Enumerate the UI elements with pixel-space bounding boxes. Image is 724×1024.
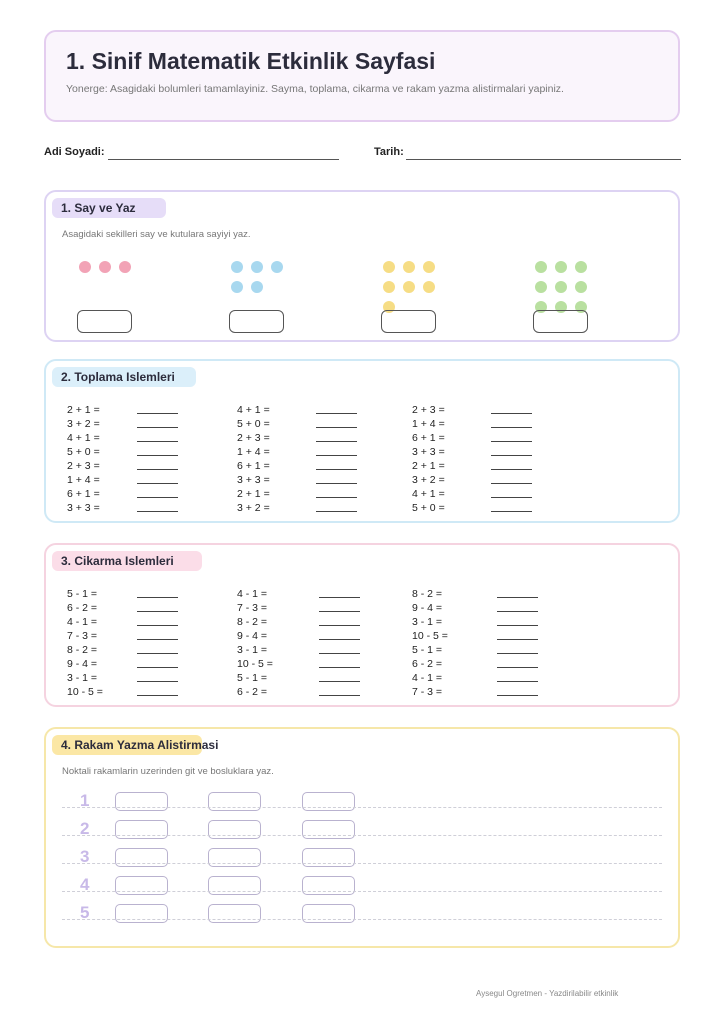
- tracing-digit: 3: [80, 847, 90, 866]
- equation-text: 9 - 4 =: [412, 602, 443, 614]
- count-dot: [383, 281, 395, 293]
- equation-row: [237, 657, 360, 671]
- count-dot: [251, 261, 263, 273]
- count-dot: [575, 281, 587, 293]
- equation-text: 8 - 2 =: [412, 588, 443, 600]
- equation-row: [237, 685, 360, 699]
- equation-row: [67, 643, 178, 657]
- answer-blank[interactable]: [497, 615, 538, 626]
- answer-blank[interactable]: [491, 403, 532, 414]
- equation-text: 6 + 1 =: [412, 432, 445, 444]
- answer-blank[interactable]: [137, 643, 178, 654]
- answer-blank[interactable]: [319, 671, 360, 682]
- tracing-digit: 1: [80, 791, 90, 810]
- equation-text: 6 - 2 =: [67, 602, 98, 614]
- subtraction-section: [44, 543, 680, 707]
- count-answer-box-1[interactable]: [77, 310, 132, 333]
- addition-section: [44, 359, 680, 523]
- count-dot: [383, 261, 395, 273]
- header-box: [44, 30, 680, 122]
- count-dot: [119, 261, 131, 273]
- equation-row: [412, 629, 538, 643]
- addition-column-3: [412, 403, 532, 515]
- answer-blank[interactable]: [497, 657, 538, 668]
- answer-blank[interactable]: [319, 685, 360, 696]
- answer-blank[interactable]: [319, 643, 360, 654]
- equation-text: 5 + 0 =: [237, 418, 270, 430]
- writing-guide-line: [62, 891, 662, 892]
- equation-row: [67, 657, 178, 671]
- addition-column-2: [237, 403, 357, 515]
- equation-row: [67, 473, 178, 487]
- equation-text: 7 - 3 =: [237, 602, 268, 614]
- answer-blank[interactable]: [137, 445, 178, 456]
- count-answer-box-2[interactable]: [229, 310, 284, 333]
- answer-blank[interactable]: [319, 587, 360, 598]
- writing-box[interactable]: [115, 820, 168, 839]
- answer-blank[interactable]: [137, 587, 178, 598]
- count-dot: [271, 261, 283, 273]
- equation-text: 9 - 4 =: [67, 658, 98, 670]
- equation-text: 5 + 0 =: [67, 446, 100, 458]
- answer-blank[interactable]: [137, 685, 178, 696]
- equation-row: [67, 587, 178, 601]
- subtraction-column-1: [67, 587, 178, 699]
- equation-text: 5 + 0 =: [412, 502, 445, 514]
- writing-section: [44, 727, 680, 948]
- equation-row: [237, 445, 357, 459]
- answer-blank[interactable]: [137, 431, 178, 442]
- count-dot: [251, 281, 263, 293]
- count-dot: [555, 281, 567, 293]
- footer: Aysegul Ogretmen - Yazdirilabilir etkinlik: [476, 989, 619, 998]
- equation-text: 3 + 2 =: [67, 418, 100, 430]
- equation-row: [237, 629, 360, 643]
- equation-text: 3 + 3 =: [237, 474, 270, 486]
- equation-row: [67, 403, 178, 417]
- answer-blank[interactable]: [137, 403, 178, 414]
- answer-blank[interactable]: [316, 501, 357, 512]
- equation-row: [237, 601, 360, 615]
- count-dot: [231, 281, 243, 293]
- writing-box[interactable]: [302, 848, 355, 867]
- equation-row: [412, 587, 538, 601]
- equation-text: 5 - 1 =: [237, 672, 268, 684]
- count-dot: [423, 261, 435, 273]
- equation-text: 1 + 4 =: [237, 446, 270, 458]
- answer-blank[interactable]: [316, 431, 357, 442]
- equation-text: 8 - 2 =: [67, 644, 98, 656]
- equation-text: 3 - 1 =: [67, 672, 98, 684]
- equation-row: [67, 629, 178, 643]
- answer-blank[interactable]: [137, 601, 178, 612]
- equation-row: [412, 403, 532, 417]
- equation-text: 2 + 3 =: [67, 460, 100, 472]
- addition-section-title: 2. Toplama Islemleri: [52, 367, 196, 387]
- writing-section-title: 4. Rakam Yazma Alistirmasi: [52, 735, 202, 755]
- equation-row: [412, 417, 532, 431]
- answer-blank[interactable]: [316, 417, 357, 428]
- tracing-digit: 5: [80, 903, 90, 922]
- answer-blank[interactable]: [497, 601, 538, 612]
- equation-text: 3 + 2 =: [237, 502, 270, 514]
- writing-description: Noktali rakamlarin uzerinden git ve bosluklara yaz.: [62, 766, 274, 777]
- equation-text: 1 + 4 =: [412, 418, 445, 430]
- answer-blank[interactable]: [316, 403, 357, 414]
- answer-blank[interactable]: [491, 501, 532, 512]
- count-dot: [423, 281, 435, 293]
- count-dot: [575, 261, 587, 273]
- equation-text: 3 + 3 =: [67, 502, 100, 514]
- writing-box[interactable]: [208, 904, 261, 923]
- equation-row: [412, 685, 538, 699]
- answer-blank[interactable]: [491, 445, 532, 456]
- equation-text: 4 + 1 =: [67, 432, 100, 444]
- equation-text: 5 - 1 =: [67, 588, 98, 600]
- equation-row: [237, 431, 357, 445]
- equation-text: 3 + 2 =: [412, 474, 445, 486]
- subtraction-section-title: 3. Cikarma Islemleri: [52, 551, 202, 571]
- equation-text: 2 + 3 =: [412, 404, 445, 416]
- answer-blank[interactable]: [137, 501, 178, 512]
- count-dot: [403, 281, 415, 293]
- answer-blank[interactable]: [137, 459, 178, 470]
- equation-text: 3 - 1 =: [412, 616, 443, 628]
- equation-text: 6 - 2 =: [412, 658, 443, 670]
- writing-box[interactable]: [115, 876, 168, 895]
- equation-text: 10 - 5 =: [67, 686, 103, 698]
- count-dot: [403, 261, 415, 273]
- answer-blank[interactable]: [497, 671, 538, 682]
- count-dot: [555, 261, 567, 273]
- equation-text: 8 - 2 =: [237, 616, 268, 628]
- equation-row: [412, 445, 532, 459]
- counting-section-title: 1. Say ve Yaz: [52, 198, 166, 218]
- equation-row: [237, 459, 357, 473]
- count-dot: [231, 261, 243, 273]
- equation-text: 3 - 1 =: [237, 644, 268, 656]
- equation-text: 4 - 1 =: [67, 616, 98, 628]
- equation-text: 6 + 1 =: [67, 488, 100, 500]
- writing-box[interactable]: [208, 876, 261, 895]
- answer-blank[interactable]: [316, 473, 357, 484]
- writing-box[interactable]: [115, 792, 168, 811]
- answer-blank[interactable]: [319, 657, 360, 668]
- subtraction-column-2: [237, 587, 360, 699]
- answer-blank[interactable]: [491, 487, 532, 498]
- equation-row: [237, 473, 357, 487]
- answer-blank[interactable]: [497, 587, 538, 598]
- equation-row: [237, 615, 360, 629]
- answer-blank[interactable]: [316, 445, 357, 456]
- equation-text: 10 - 5 =: [237, 658, 273, 670]
- writing-box[interactable]: [115, 848, 168, 867]
- writing-guide-line: [62, 835, 662, 836]
- equation-row: [67, 445, 178, 459]
- answer-blank[interactable]: [316, 487, 357, 498]
- equation-row: [412, 501, 532, 515]
- equation-row: [67, 459, 178, 473]
- equation-row: [67, 431, 178, 445]
- equation-row: [237, 487, 357, 501]
- tracing-digit: 4: [80, 875, 90, 894]
- equation-text: 4 + 1 =: [237, 404, 270, 416]
- answer-blank[interactable]: [137, 615, 178, 626]
- answer-blank[interactable]: [137, 487, 178, 498]
- equation-text: 2 + 3 =: [237, 432, 270, 444]
- equation-row: [237, 671, 360, 685]
- equation-text: 4 - 1 =: [237, 588, 268, 600]
- tracing-digit: 2: [80, 819, 90, 838]
- equation-row: [412, 643, 538, 657]
- answer-blank[interactable]: [319, 615, 360, 626]
- name-field[interactable]: [108, 159, 339, 160]
- equation-row: [237, 587, 360, 601]
- equation-row: [67, 601, 178, 615]
- answer-blank[interactable]: [137, 671, 178, 682]
- answer-blank[interactable]: [137, 417, 178, 428]
- date-field[interactable]: [406, 159, 681, 160]
- count-dot: [535, 261, 547, 273]
- equation-row: [412, 431, 532, 445]
- equation-row: [412, 671, 538, 685]
- equation-text: 5 - 1 =: [412, 644, 443, 656]
- equation-row: [67, 501, 178, 515]
- answer-blank[interactable]: [491, 417, 532, 428]
- equation-row: [237, 417, 357, 431]
- answer-blank[interactable]: [137, 629, 178, 640]
- equation-text: 3 + 3 =: [412, 446, 445, 458]
- equation-row: [237, 501, 357, 515]
- equation-row: [67, 685, 178, 699]
- name-label: Adi Soyadi:: [44, 146, 105, 158]
- equation-text: 1 + 4 =: [67, 474, 100, 486]
- count-dot: [79, 261, 91, 273]
- count-dot: [535, 281, 547, 293]
- answer-blank[interactable]: [491, 431, 532, 442]
- writing-box[interactable]: [302, 876, 355, 895]
- writing-box[interactable]: [208, 848, 261, 867]
- answer-blank[interactable]: [497, 629, 538, 640]
- writing-box[interactable]: [302, 792, 355, 811]
- instructions: Yonerge: Asagidaki bolumleri tamamlayiniz. Sayma, toplama, cikarma ve rakam yazma alistirmalari yapiniz.: [66, 83, 564, 95]
- equation-row: [237, 643, 360, 657]
- equation-text: 2 + 1 =: [412, 460, 445, 472]
- counting-description: Asagidaki sekilleri say ve kutulara sayiyi yaz.: [62, 229, 251, 240]
- writing-box[interactable]: [115, 904, 168, 923]
- writing-guide-line: [62, 919, 662, 920]
- equation-text: 2 + 1 =: [237, 488, 270, 500]
- answer-blank[interactable]: [319, 601, 360, 612]
- equation-text: 4 - 1 =: [412, 672, 443, 684]
- equation-row: [412, 459, 532, 473]
- subtraction-column-3: [412, 587, 538, 699]
- equation-text: 2 + 1 =: [67, 404, 100, 416]
- writing-box[interactable]: [302, 904, 355, 923]
- equation-text: 6 + 1 =: [237, 460, 270, 472]
- page-title: 1. Sinif Matematik Etkinlik Sayfasi: [66, 48, 436, 74]
- counting-section: [44, 190, 680, 342]
- equation-text: 7 - 3 =: [67, 630, 98, 642]
- equation-row: [412, 615, 538, 629]
- writing-guide-line: [62, 807, 662, 808]
- count-answer-box-3[interactable]: [381, 310, 436, 333]
- writing-box[interactable]: [208, 792, 261, 811]
- answer-blank[interactable]: [497, 643, 538, 654]
- equation-row: [412, 657, 538, 671]
- equation-row: [412, 601, 538, 615]
- writing-box[interactable]: [302, 820, 355, 839]
- answer-blank[interactable]: [316, 459, 357, 470]
- equation-row: [67, 671, 178, 685]
- date-label: Tarih:: [374, 146, 404, 158]
- addition-column-1: [67, 403, 178, 515]
- equation-text: 9 - 4 =: [237, 630, 268, 642]
- equation-text: 10 - 5 =: [412, 630, 448, 642]
- answer-blank[interactable]: [491, 459, 532, 470]
- equation-text: 6 - 2 =: [237, 686, 268, 698]
- equation-row: [237, 403, 357, 417]
- answer-blank[interactable]: [137, 473, 178, 484]
- count-answer-box-4[interactable]: [533, 310, 588, 333]
- answer-blank[interactable]: [319, 629, 360, 640]
- equation-text: 4 + 1 =: [412, 488, 445, 500]
- writing-guide-line: [62, 863, 662, 864]
- equation-row: [67, 417, 178, 431]
- equation-row: [412, 487, 532, 501]
- answer-blank[interactable]: [137, 657, 178, 668]
- equation-row: [412, 473, 532, 487]
- equation-text: 7 - 3 =: [412, 686, 443, 698]
- count-dot: [99, 261, 111, 273]
- equation-row: [67, 615, 178, 629]
- answer-blank[interactable]: [491, 473, 532, 484]
- equation-row: [67, 487, 178, 501]
- answer-blank[interactable]: [497, 685, 538, 696]
- writing-box[interactable]: [208, 820, 261, 839]
